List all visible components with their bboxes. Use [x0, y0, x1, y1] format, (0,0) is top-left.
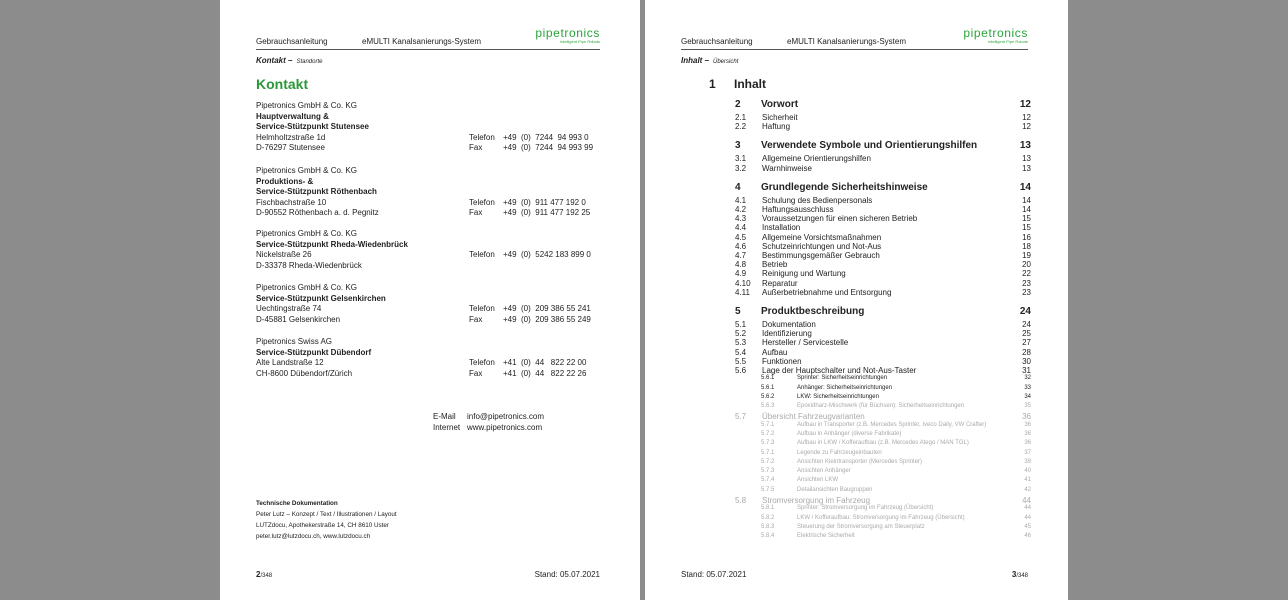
toc-page: 18 — [1022, 241, 1031, 251]
toc-number: 5.1 — [735, 320, 747, 329]
toc-text: Produktbeschreibung — [761, 306, 865, 317]
toc-page: 23 — [1022, 278, 1031, 288]
contact-line: Alte Landstraße 12 — [256, 358, 324, 368]
toc-text: Aufbau in LKW / Kofferaufbau (z.B. Mercedes Atego / MAN TGL) — [797, 440, 969, 447]
toc-page: 19 — [1022, 251, 1031, 260]
subsection-name: Übersicht — [713, 59, 739, 65]
techdoc-line: Peter Lutz – Konzept / Text / Illustrationen / Layout — [256, 511, 397, 518]
toc-text: Ansichten Kleintransporter (Mercedes Sprinter) — [797, 458, 923, 465]
toc-text: Haftung — [762, 122, 791, 132]
toc-text: Schulung des Bedienpersonals — [762, 195, 873, 205]
contact-line: CH-8600 Dübendorf/Zürich — [256, 368, 353, 378]
contact-block — [256, 229, 596, 271]
toc-number: 2.2 — [735, 122, 747, 132]
page-header — [681, 26, 1028, 50]
section-breadcrumb: Kontakt – Standorte — [256, 56, 323, 65]
toc-number: 5.8.3 — [761, 523, 775, 530]
subsection-name: Standorte — [296, 59, 323, 65]
toc-text: Identifizierung — [762, 329, 812, 339]
toc-number: 4.4 — [735, 223, 747, 233]
logo-word: pipetronics — [535, 26, 600, 40]
techdoc-title: Technische Dokumentation — [256, 500, 338, 507]
contact-line: Pipetronics GmbH & Co. KG — [256, 101, 357, 110]
toc-number: 5.3 — [735, 338, 747, 348]
contact-line: Service-Stützpunkt Dübendorf — [256, 347, 372, 357]
contact-block — [256, 166, 596, 219]
toc-page: 32 — [1024, 375, 1031, 382]
toc-number: 5.7.3 — [761, 468, 775, 475]
toc-number: 5.6.1 — [761, 384, 775, 391]
toc-page: 44 — [1024, 505, 1031, 512]
phone-row — [469, 358, 609, 369]
toc-page: 25 — [1022, 329, 1031, 339]
toc-page: 24 — [1019, 306, 1031, 317]
phone-label: Fax — [469, 143, 483, 153]
toc-page: 39 — [1024, 458, 1031, 465]
toc-page: 45 — [1024, 523, 1031, 530]
pipetronics-logo — [535, 27, 600, 44]
toc-page: 12 — [1022, 122, 1031, 132]
toc-number: 5.6 — [735, 366, 747, 375]
toc-page: 46 — [1024, 533, 1031, 540]
toc-text: Bestimmungsgemäßer Gebrauch — [762, 251, 880, 260]
phone-value: +49 (0) 7244 94 993 99 — [503, 143, 594, 153]
email-internet-block — [433, 412, 544, 433]
phone-value: +41 (0) 44 822 22 00 — [503, 358, 587, 368]
phone-row — [469, 304, 609, 315]
contact-heading: Kontakt — [256, 76, 309, 92]
header-system: eMULTI Kanalsanierungs-System — [787, 37, 907, 46]
toc-text: Lage der Hauptschalter und Not-Aus-Taster — [762, 366, 917, 375]
toc-text: Warnhinweise — [762, 163, 812, 173]
toc-number: 4.9 — [735, 269, 747, 279]
toc-page: 23 — [1022, 287, 1031, 297]
toc-text: Funktionen — [762, 356, 802, 366]
toc-page: 44 — [1024, 514, 1031, 521]
contact-line: Service-Stützpunkt Stutensee — [256, 122, 369, 132]
toc-page: 13 — [1022, 154, 1031, 164]
internet-value[interactable]: www.pipetronics.com — [467, 422, 543, 432]
header-doc-type: Gebrauchsanleitung — [256, 37, 328, 46]
contact-line: D-90552 Röthenbach a. d. Pegnitz — [256, 208, 379, 218]
phone-row — [469, 250, 609, 261]
logo-word: pipetronics — [963, 26, 1028, 40]
contact-line: Service-Stützpunkt Rheda-Wiedenbrück — [256, 239, 408, 249]
page-number: 2/348 — [256, 570, 273, 579]
toc-number: 5.6.2 — [761, 393, 775, 400]
toc-page: 36 — [1024, 430, 1031, 437]
toc-page: 13 — [1022, 163, 1031, 173]
contact-block — [256, 283, 596, 325]
contact-line: Helmholtzstraße 1d — [256, 132, 326, 142]
phone-label: Telefon — [469, 197, 495, 207]
toc-page: 28 — [1022, 347, 1031, 357]
toc-number: 5.8.2 — [761, 514, 775, 521]
toc-page: 31 — [1022, 366, 1031, 375]
toc-title: Inhalt — [734, 77, 766, 91]
toc-text: Anhänger: Sicherheitseinrichtungen — [797, 384, 893, 391]
phone-label: Fax — [469, 368, 483, 378]
toc-page: 41 — [1024, 477, 1031, 484]
contact-line: Hauptverwaltung & — [256, 111, 329, 121]
toc-number: 4.7 — [735, 251, 747, 260]
toc-number: 5.7.1 — [761, 449, 775, 456]
toc-number: 4.6 — [735, 241, 747, 251]
toc-number: 4.3 — [735, 214, 747, 224]
contact-line: D-45881 Gelsenkirchen — [256, 314, 341, 324]
toc-page: 33 — [1024, 384, 1031, 391]
toc-number: 4.11 — [735, 287, 750, 297]
toc-number: 4.10 — [735, 278, 751, 288]
section-breadcrumb: Inhalt – Übersicht — [681, 56, 739, 65]
pipetronics-logo — [963, 27, 1028, 44]
toc-text: Reinigung und Wartung — [762, 269, 846, 279]
toc-text: Vorwort — [761, 99, 799, 110]
toc-number: 5.7.1 — [761, 421, 775, 428]
toc-number: 4.8 — [735, 260, 747, 270]
toc-text: Steuerung der Stromversorgung am Steuerplatz — [797, 523, 925, 530]
toc-text: Übersicht Fahrzeugvarianten — [762, 412, 865, 422]
toc-page: 14 — [1019, 181, 1031, 193]
toc-text: Allgemeine Orientierungshilfen — [762, 154, 871, 164]
phone-label: Telefon — [469, 358, 495, 368]
toc-page: 22 — [1022, 269, 1031, 279]
contact-line: D-33378 Rheda-Wiedenbrück — [256, 260, 362, 270]
phone-value: +49 (0) 209 386 55 249 — [503, 314, 591, 324]
toc-number: 5.5 — [735, 356, 747, 366]
phone-row — [469, 198, 609, 209]
toc-number: 5.7.4 — [761, 477, 775, 484]
toc-text: Sicherheit — [762, 113, 798, 122]
toc-text: Allgemeine Vorsichtsmaßnahmen — [762, 232, 882, 242]
toc-page: 14 — [1022, 205, 1031, 214]
phone-row — [469, 143, 609, 154]
toc-page: 13 — [1019, 140, 1031, 152]
toc-page: 42 — [1024, 486, 1031, 493]
toc-text: Aufbau in Anhänger (diverse Fabrikate) — [797, 430, 902, 437]
toc-page: 36 — [1024, 421, 1031, 428]
toc-number: 5.7.5 — [761, 486, 775, 493]
toc-page: 37 — [1024, 449, 1031, 456]
toc-title-number: 1 — [709, 77, 716, 91]
contact-block — [256, 101, 596, 154]
contact-line: D-76297 Stutensee — [256, 143, 325, 153]
section-name: Inhalt — [681, 56, 703, 65]
toc-text: Elektrische Sicherheit — [797, 533, 855, 540]
toc-number: 3 — [735, 140, 741, 152]
phone-value: +49 (0) 911 477 192 25 — [503, 208, 591, 218]
internet-label: Internet — [433, 422, 461, 432]
toc-text: Ansichten LKW — [797, 477, 839, 484]
toc-page: 36 — [1024, 440, 1031, 447]
logo-subtitle: intelligent Pipe Robots — [560, 39, 600, 44]
toc-text: Ansichten Anhänger — [797, 468, 851, 475]
phone-value: +49 (0) 5242 183 899 0 — [503, 250, 591, 260]
toc-text: Dokumentation — [762, 320, 816, 329]
phone-row — [469, 315, 609, 326]
toc-text: LKW / Kofferaufbau: Stromversorgung im Fahrzeug (Übersicht) — [797, 514, 965, 521]
toc-page: 20 — [1022, 260, 1031, 270]
toc-number: 5.7 — [735, 412, 747, 422]
toc-number: 4.1 — [735, 195, 747, 205]
phone-label: Telefon — [469, 304, 495, 314]
techdoc-line: peter.lutz@lutzdocu.ch, www.lutzdocu.ch — [256, 533, 371, 540]
toc-text: Verwendete Symbole und Orientierungshilfen — [761, 140, 978, 152]
toc-text: Sprinter: Stromversorgung im Fahrzeug (Übersicht) — [797, 505, 934, 512]
contact-line: Service-Stützpunkt Gelsenkirchen — [256, 293, 386, 303]
toc-text: Außerbetriebnahme und Entsorgung — [762, 287, 892, 297]
toc-number: 5.8 — [735, 496, 747, 505]
page-date: Stand: 05.07.2021 — [534, 570, 600, 579]
toc-text: Stromversorgung im Fahrzeug — [762, 496, 871, 505]
toc-text: Grundlegende Sicherheitshinweise — [761, 181, 928, 193]
toc-text: Legende zu Fahrzeugeinbauten — [797, 449, 882, 456]
contact-line: Pipetronics Swiss AG — [256, 337, 333, 346]
toc-page: 36 — [1022, 412, 1031, 422]
toc-text: Hersteller / Servicestelle — [762, 338, 849, 348]
toc-page: 30 — [1022, 356, 1031, 366]
phone-value: +49 (0) 209 386 55 241 — [503, 304, 591, 314]
header-doc-type: Gebrauchsanleitung — [681, 37, 753, 46]
phone-value: +41 (0) 44 822 22 26 — [503, 368, 587, 378]
phone-label: Fax — [469, 208, 483, 218]
phone-row — [469, 208, 609, 219]
contact-line: Service-Stützpunkt Röthenbach — [256, 187, 377, 197]
header-system: eMULTI Kanalsanierungs-System — [362, 37, 482, 46]
toc-number: 5.4 — [735, 347, 747, 357]
right-page — [645, 0, 1068, 600]
toc-text: Aufbau in Transporter (z.B. Mercedes Sprinter, Iveco Daily, VW Crafter) — [797, 421, 987, 428]
phone-row — [469, 369, 609, 380]
toc-page: 16 — [1022, 232, 1031, 242]
toc-text: Aufbau — [762, 347, 788, 357]
toc-number: 5.7.2 — [761, 458, 775, 465]
toc-page: 40 — [1024, 468, 1031, 475]
toc-text: LKW: Sicherheitseinrichtungen — [797, 393, 879, 400]
toc-page: 44 — [1022, 496, 1031, 505]
contact-line: Nickelstraße 26 — [256, 250, 312, 260]
phone-value: +49 (0) 7244 94 993 0 — [503, 132, 589, 142]
toc-text: Detailansichten Baugruppen — [797, 486, 873, 493]
toc-number: 5.8.1 — [761, 505, 775, 512]
toc-number: 5.6.3 — [761, 403, 775, 410]
toc-text: Betrieb — [762, 260, 788, 270]
logo-subtitle: intelligent Pipe Robots — [988, 39, 1028, 44]
tech-doc-credits — [256, 498, 397, 542]
contact-line: Pipetronics GmbH & Co. KG — [256, 229, 357, 238]
toc-page: 15 — [1022, 214, 1031, 224]
toc-page: 12 — [1022, 113, 1031, 122]
toc-text: Epoxidharz-Mischwerk (für Büchsen): Sicherheitseinrichtungen — [797, 403, 965, 410]
phone-label: Telefon — [469, 250, 495, 260]
toc-number: 4.2 — [735, 205, 747, 214]
toc-number: 5.2 — [735, 329, 747, 339]
toc-number: 5.6.1 — [761, 375, 775, 382]
phone-label: Fax — [469, 314, 483, 324]
page-header — [256, 26, 600, 50]
toc-number: 5.8.4 — [761, 533, 775, 540]
phone-row — [469, 133, 609, 144]
contact-block — [256, 337, 596, 379]
contact-line: Pipetronics GmbH & Co. KG — [256, 166, 357, 175]
section-name: Kontakt — [256, 56, 286, 65]
email-value[interactable]: info@pipetronics.com — [467, 412, 545, 421]
toc-text: Voraussetzungen für einen sicheren Betrieb — [762, 214, 918, 224]
contact-line: Uechtingstraße 74 — [256, 304, 322, 314]
toc-number: 4 — [735, 181, 741, 193]
toc-page: 27 — [1022, 338, 1031, 348]
toc-page: 24 — [1022, 320, 1031, 329]
toc-text: Reparatur — [762, 278, 798, 288]
techdoc-line: LUTZdocu, Apothekerstraße 14, CH 8610 Uster — [256, 522, 389, 529]
toc-page: 15 — [1022, 223, 1031, 233]
contact-line: Fischbachstraße 10 — [256, 197, 327, 207]
phone-label: Telefon — [469, 132, 495, 142]
page-number: 3/348 — [1011, 570, 1028, 579]
toc-number: 5.7.2 — [761, 430, 775, 437]
toc-number: 3.2 — [735, 163, 747, 173]
toc-page: 34 — [1024, 393, 1031, 400]
toc-page: 12 — [1019, 99, 1031, 110]
contact-line: Produktions- & — [256, 176, 314, 186]
email-label: E-Mail — [433, 412, 456, 421]
toc-number: 3.1 — [735, 154, 747, 164]
toc-number: 5 — [735, 306, 741, 317]
toc-number: 2 — [735, 99, 741, 110]
contact-line: Pipetronics GmbH & Co. KG — [256, 283, 357, 292]
toc-text: Sprinter: Sicherheitseinrichtungen — [797, 375, 888, 382]
toc-text: Haftungsausschluss — [762, 205, 834, 214]
toc-number: 5.7.3 — [761, 440, 775, 447]
phone-value: +49 (0) 911 477 192 0 — [503, 197, 586, 207]
page-date: Stand: 05.07.2021 — [681, 570, 747, 579]
toc-page: 14 — [1022, 195, 1031, 205]
toc-page: 35 — [1024, 403, 1031, 410]
toc-number: 4.5 — [735, 232, 747, 242]
toc-number: 2.1 — [735, 113, 747, 122]
toc-text: Installation — [762, 223, 801, 233]
left-page — [220, 0, 640, 600]
toc-text: Schutzeinrichtungen und Not-Aus — [762, 241, 882, 251]
